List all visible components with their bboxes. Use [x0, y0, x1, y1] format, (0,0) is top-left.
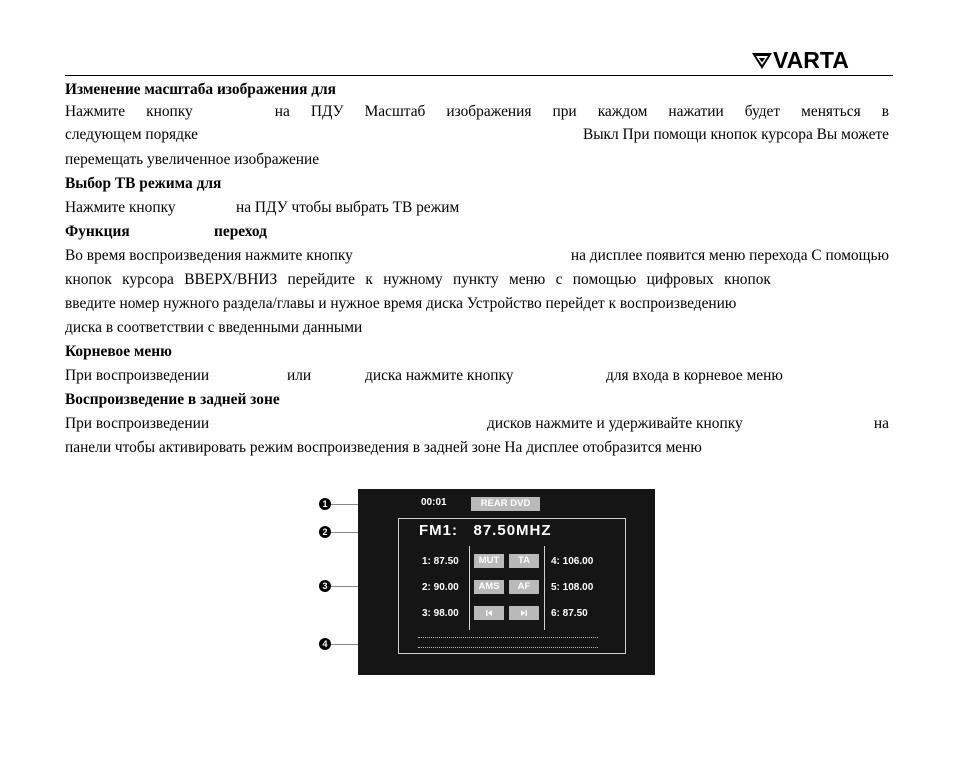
preset-6[interactable]: 6: 87.50 — [551, 608, 588, 619]
goto-line-3: введите номер нужного раздела/главы и нужное время диска Устройство перейдет к воспроизведению — [65, 295, 737, 312]
goto-line-1: Во время воспроизведения нажмите кнопку на дисплее появится меню перехода С помощью — [65, 247, 889, 264]
rear-zone-display — [358, 489, 655, 675]
divider-left — [469, 546, 470, 630]
callout-3: 3 — [319, 580, 331, 592]
goto-line-4: диска в соответствии с введенными данными — [65, 319, 363, 336]
zoom-line-1: Нажмите кнопку на ПДУ Масштаб изображения при каждом нажатии будет меняться в — [65, 103, 889, 120]
skip-forward-icon — [519, 608, 529, 618]
prev-button[interactable] — [474, 606, 504, 620]
header-rule — [65, 75, 893, 76]
callout-4: 4 — [319, 638, 331, 650]
rear-heading: Воспроизведение в задней зоне — [65, 391, 280, 408]
divider-right — [544, 546, 545, 630]
preset-4[interactable]: 4: 106.00 — [551, 556, 594, 567]
zoom-line-3: перемещать увеличенное изображение — [65, 151, 320, 168]
rear-line-1: При воспроизведении дисков нажмите и удерживайте кнопку на — [65, 415, 889, 432]
rear-line-2: панели чтобы активировать режим воспроизведения в задней зоне На дисплее отобразится меню — [65, 439, 702, 456]
zoom-line-2: следующем порядке Выкл При помощи кнопок курсора Вы можете — [65, 126, 889, 143]
next-button[interactable] — [509, 606, 539, 620]
preset-1[interactable]: 1: 87.50 — [422, 556, 459, 567]
tv-heading: Выбор ТВ режима для — [65, 175, 222, 192]
af-button[interactable]: AF — [509, 580, 539, 594]
varta-logo — [752, 49, 849, 72]
callout-2: 2 — [319, 526, 331, 538]
rds-dotted-line-2 — [418, 647, 598, 648]
goto-heading: Функция переход — [65, 223, 267, 240]
goto-line-2: кнопок курсора ВВЕРХ/ВНИЗ перейдите к нужному пункту меню с помощью цифровых кнопок — [65, 271, 771, 288]
rear-dvd-badge: REAR DVD — [471, 497, 540, 511]
zoom-heading: Изменение масштаба изображения для — [65, 81, 336, 98]
playback-time: 00:01 — [421, 497, 447, 508]
mut-button[interactable]: MUT — [474, 554, 504, 568]
band-frequency: FM1: 87.50MHZ — [419, 522, 552, 539]
ta-button[interactable]: TA — [509, 554, 539, 568]
root-heading: Корневое меню — [65, 343, 172, 360]
callout-1: 1 — [319, 498, 331, 510]
varta-v-emblem-icon — [752, 53, 772, 69]
preset-3[interactable]: 3: 98.00 — [422, 608, 459, 619]
preset-2[interactable]: 2: 90.00 — [422, 582, 459, 593]
root-line-1: При воспроизведении или диска нажмите кнопку для входа в корневое меню — [65, 367, 783, 384]
preset-5[interactable]: 5: 108.00 — [551, 582, 594, 593]
logo-text: VARTA — [773, 47, 849, 73]
ams-button[interactable]: AMS — [474, 580, 504, 594]
rds-dotted-line-1 — [418, 637, 598, 638]
tv-line-1: Нажмите кнопку на ПДУ чтобы выбрать ТВ режим — [65, 199, 460, 216]
skip-back-icon — [484, 608, 494, 618]
